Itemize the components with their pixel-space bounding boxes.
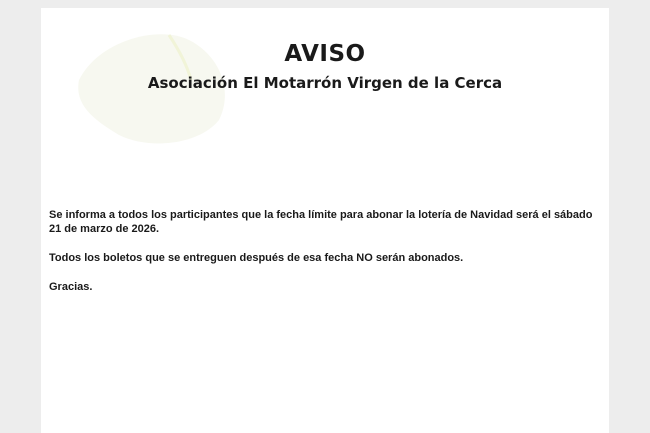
notice-page [41, 8, 609, 433]
notice-title: AVISO [284, 41, 366, 67]
notice-body [49, 208, 605, 309]
notice-paragraph: Se informa a todos los participantes que la fecha límite para abonar la lotería de Navidad será el sábado 21 de marzo de 2026. [49, 209, 593, 235]
notice-paragraph: Todos los boletos que se entreguen después de esa fecha NO serán abonados. [49, 252, 464, 264]
notice-closing: Gracias. [49, 281, 93, 293]
notice-subtitle: Asociación El Motarrón Virgen de la Cerca [147, 74, 503, 92]
